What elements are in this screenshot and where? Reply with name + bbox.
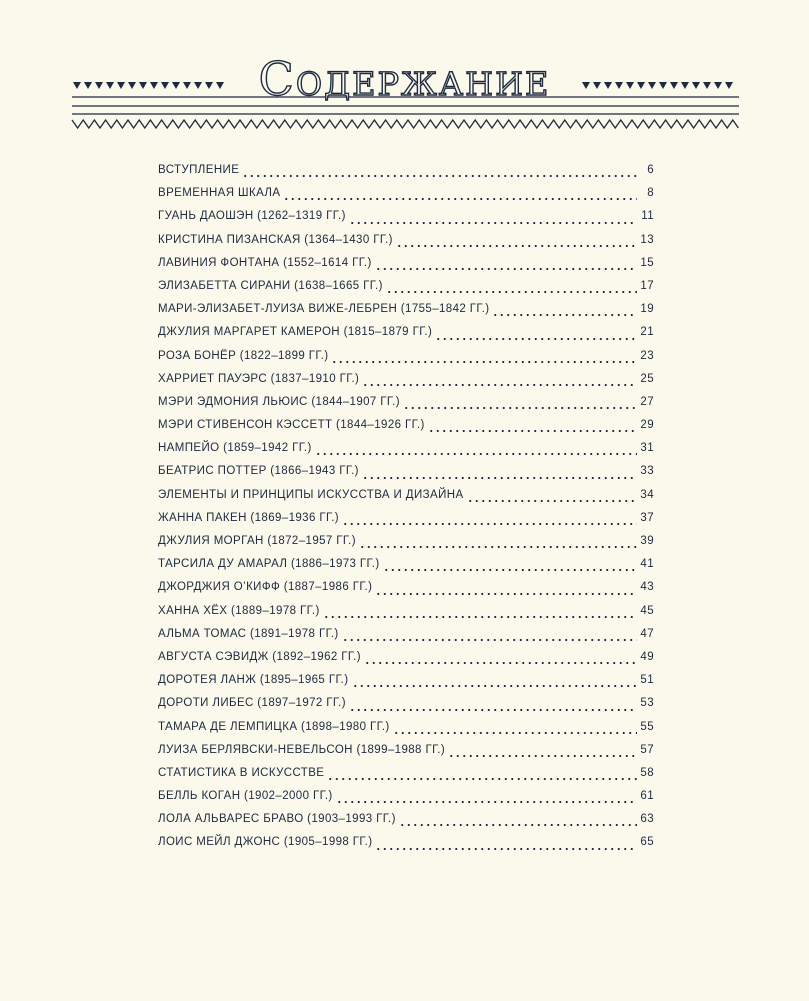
- toc-entry-title: КРИСТИНА ПИЗАНСКАЯ (1364–1430 ГГ.): [158, 233, 393, 246]
- toc-entry-title: ДЖУЛИЯ МАРГАРЕТ КАМЕРОН (1815–1879 ГГ.): [158, 326, 433, 339]
- toc-entry-title: ДОРОТЕЯ ЛАНЖ (1895–1965 ГГ.): [158, 674, 349, 687]
- toc-entry[interactable]: [158, 744, 654, 767]
- header: [0, 0, 809, 140]
- dot-leader: [375, 843, 637, 853]
- toc-entry[interactable]: [158, 164, 654, 187]
- toc-entry[interactable]: [158, 813, 654, 836]
- toc-entry-page: 29: [640, 419, 654, 432]
- toc-entry-title: БЕЛЛЬ КОГАН (1902–2000 ГГ.): [158, 790, 333, 803]
- toc-entry-page: 45: [640, 604, 654, 617]
- toc-entry-title: ДЖОРДЖИЯ О’КИФФ (1887–1986 ГГ.): [158, 581, 373, 594]
- toc-entry-page: 43: [640, 581, 654, 594]
- toc-entry[interactable]: [158, 535, 654, 558]
- dot-leader: [342, 518, 637, 528]
- dot-leader: [375, 263, 637, 273]
- dot-leader: [383, 565, 637, 575]
- dot-leader: [467, 495, 637, 505]
- toc-entry-page: 6: [647, 164, 654, 176]
- toc-entry[interactable]: [158, 396, 654, 419]
- toc-entry-title: ВРЕМЕННАЯ ШКАЛА: [158, 187, 281, 200]
- toc-entry[interactable]: [158, 628, 654, 651]
- toc-entry[interactable]: [158, 373, 654, 396]
- toc-entry[interactable]: [158, 512, 654, 535]
- toc-entry-title: БЕАТРИС ПОТТЕР (1866–1943 ГГ.): [158, 465, 359, 478]
- toc-entry[interactable]: [158, 419, 654, 442]
- toc-entry[interactable]: [158, 234, 654, 257]
- toc-entry[interactable]: [158, 280, 654, 303]
- toc-entry-page: 23: [640, 349, 654, 362]
- toc-entry[interactable]: [158, 257, 654, 280]
- page-title: Содержание: [258, 52, 551, 106]
- toc-entry-title: АЛЬМА ТОМАС (1891–1978 ГГ.): [158, 627, 339, 640]
- toc-entry-title: НАМПЕЙО (1859–1942 ГГ.): [158, 442, 312, 455]
- toc-entry-page: 27: [640, 395, 654, 408]
- dot-leader: [342, 634, 637, 644]
- dot-leader: [336, 797, 637, 807]
- toc-entry[interactable]: [158, 489, 654, 512]
- dot-leader: [396, 240, 637, 250]
- dot-leader: [435, 333, 637, 343]
- toc-entry-page: 65: [640, 836, 654, 849]
- toc-entry[interactable]: [158, 326, 654, 349]
- toc-entry-page: 47: [640, 627, 654, 640]
- toc-entry-page: 53: [640, 697, 654, 710]
- toc-entry-title: МЭРИ ЭДМОНИЯ ЛЬЮИС (1844–1907 ГГ.): [158, 395, 400, 408]
- toc-entry-title: МЭРИ СТИВЕНСОН КЭССЕТТ (1844–1926 ГГ.): [158, 419, 425, 432]
- dot-leader: [352, 681, 638, 691]
- toc-entry-title: ЛАВИНИЯ ФОНТАНА (1552–1614 ГГ.): [158, 256, 372, 269]
- toc-entry-page: 25: [640, 372, 654, 385]
- toc-entry-title: ЛОЛА АЛЬВАРЕС БРАВО (1903–1993 ГГ.): [158, 813, 396, 826]
- dot-leader: [359, 542, 637, 552]
- toc-entry-page: 8: [647, 187, 654, 200]
- toc-entry-title: ТАМАРА ДЕ ЛЕМПИЦКА (1898–1980 ГГ.): [158, 720, 390, 733]
- toc-entry-page: 41: [640, 558, 654, 571]
- toc-entry-page: 31: [640, 442, 654, 455]
- toc-entry[interactable]: [158, 350, 654, 373]
- toc-entry[interactable]: [158, 210, 654, 233]
- dot-leader: [323, 611, 637, 621]
- dot-leader: [362, 379, 637, 389]
- toc-entry[interactable]: [158, 836, 654, 859]
- toc-entry[interactable]: [158, 790, 654, 813]
- toc-entry[interactable]: [158, 767, 654, 790]
- toc-entry-title: АВГУСТА СЭВИДЖ (1892–1962 ГГ.): [158, 650, 361, 663]
- dot-leader: [403, 402, 637, 412]
- toc-entry-page: 61: [640, 790, 654, 803]
- toc-entry-page: 55: [640, 720, 654, 733]
- dot-leader: [386, 287, 637, 297]
- dot-leader: [448, 750, 637, 760]
- toc-entry-title: ТАРСИЛА ДУ АМАРАЛ (1886–1973 ГГ.): [158, 558, 380, 571]
- toc-entry-page: 11: [641, 210, 654, 223]
- toc-entry[interactable]: [158, 303, 654, 326]
- toc-entry-title: МАРИ-ЭЛИЗАБЕТ-ЛУИЗА ВИЖЕ-ЛЕБРЕН (1755–1842 ГГ.): [158, 303, 490, 316]
- toc-entry-page: 63: [640, 813, 654, 826]
- toc-entry-title: ХАРРИЕТ ПАУЭРС (1837–1910 ГГ.): [158, 372, 360, 385]
- toc-entry-page: 49: [640, 650, 654, 663]
- toc-entry-title: ЭЛИЗАБЕТТА СИРАНИ (1638–1665 ГГ.): [158, 279, 383, 292]
- toc-entry-title: СТАТИСТИКА В ИСКУССТВЕ: [158, 766, 325, 779]
- dot-leader: [349, 704, 637, 714]
- dot-leader: [362, 472, 637, 482]
- toc-entry-page: 15: [640, 256, 654, 269]
- dot-leader: [327, 773, 637, 783]
- toc-entry-page: 39: [640, 535, 654, 547]
- toc-entry-page: 57: [640, 743, 654, 756]
- dot-leader: [492, 310, 637, 320]
- toc-entry-page: 13: [640, 233, 654, 246]
- dot-leader: [399, 820, 637, 830]
- toc-entry-title: ЖАННА ПАКЕН (1869–1936 ГГ.): [158, 511, 340, 524]
- table-of-contents: [158, 164, 654, 860]
- dot-leader: [364, 658, 637, 668]
- toc-entry-page: 37: [640, 511, 654, 524]
- toc-entry-title: ЭЛЕМЕНТЫ И ПРИНЦИПЫ ИСКУССТВА И ДИЗАЙНА: [158, 488, 464, 501]
- toc-entry-title: ЛОИС МЕЙЛ ДЖОНС (1905–1998 ГГ.): [158, 836, 373, 849]
- dot-leader: [375, 588, 637, 598]
- toc-entry-page: 19: [640, 303, 654, 316]
- toc-entry[interactable]: [158, 187, 654, 210]
- toc-entry-page: 34: [640, 488, 654, 501]
- toc-entry[interactable]: [158, 442, 654, 465]
- dot-leader: [428, 426, 637, 436]
- toc-entry-page: 51: [640, 674, 654, 687]
- toc-entry-page: 58: [640, 766, 654, 779]
- toc-entry-title: ЛУИЗА БЕРЛЯВСКИ-НЕВЕЛЬСОН (1899–1988 ГГ.): [158, 743, 446, 756]
- toc-entry-title: ГУАНЬ ДАОШЭН (1262–1319 ГГ.): [158, 210, 346, 223]
- dot-leader: [393, 727, 637, 737]
- toc-entry-title: РОЗА БОНЁР (1822–1899 ГГ.): [158, 349, 329, 362]
- toc-entry[interactable]: [158, 674, 654, 697]
- toc-entry-page: 21: [640, 326, 654, 339]
- toc-entry-title: ДОРОТИ ЛИБЕС (1897–1972 ГГ.): [158, 697, 346, 710]
- dot-leader: [331, 356, 637, 366]
- toc-entry[interactable]: [158, 581, 654, 604]
- toc-entry[interactable]: [158, 651, 654, 674]
- dot-leader: [283, 194, 637, 204]
- toc-entry-page: 33: [640, 465, 654, 478]
- toc-entry-title: ДЖУЛИЯ МОРГАН (1872–1957 ГГ.): [158, 535, 356, 547]
- toc-entry-title: ХАННА ХЁХ (1889–1978 ГГ.): [158, 604, 320, 617]
- toc-entry[interactable]: [158, 558, 654, 581]
- toc-entry[interactable]: [158, 721, 654, 744]
- toc-entry[interactable]: [158, 605, 654, 628]
- toc-entry[interactable]: [158, 697, 654, 720]
- toc-entry-title: ВСТУПЛЕНИЕ: [158, 164, 240, 176]
- dot-leader: [349, 217, 637, 227]
- toc-entry-page: 17: [640, 279, 654, 292]
- dot-leader: [315, 449, 637, 459]
- toc-entry[interactable]: [158, 465, 654, 488]
- dot-leader: [242, 171, 637, 181]
